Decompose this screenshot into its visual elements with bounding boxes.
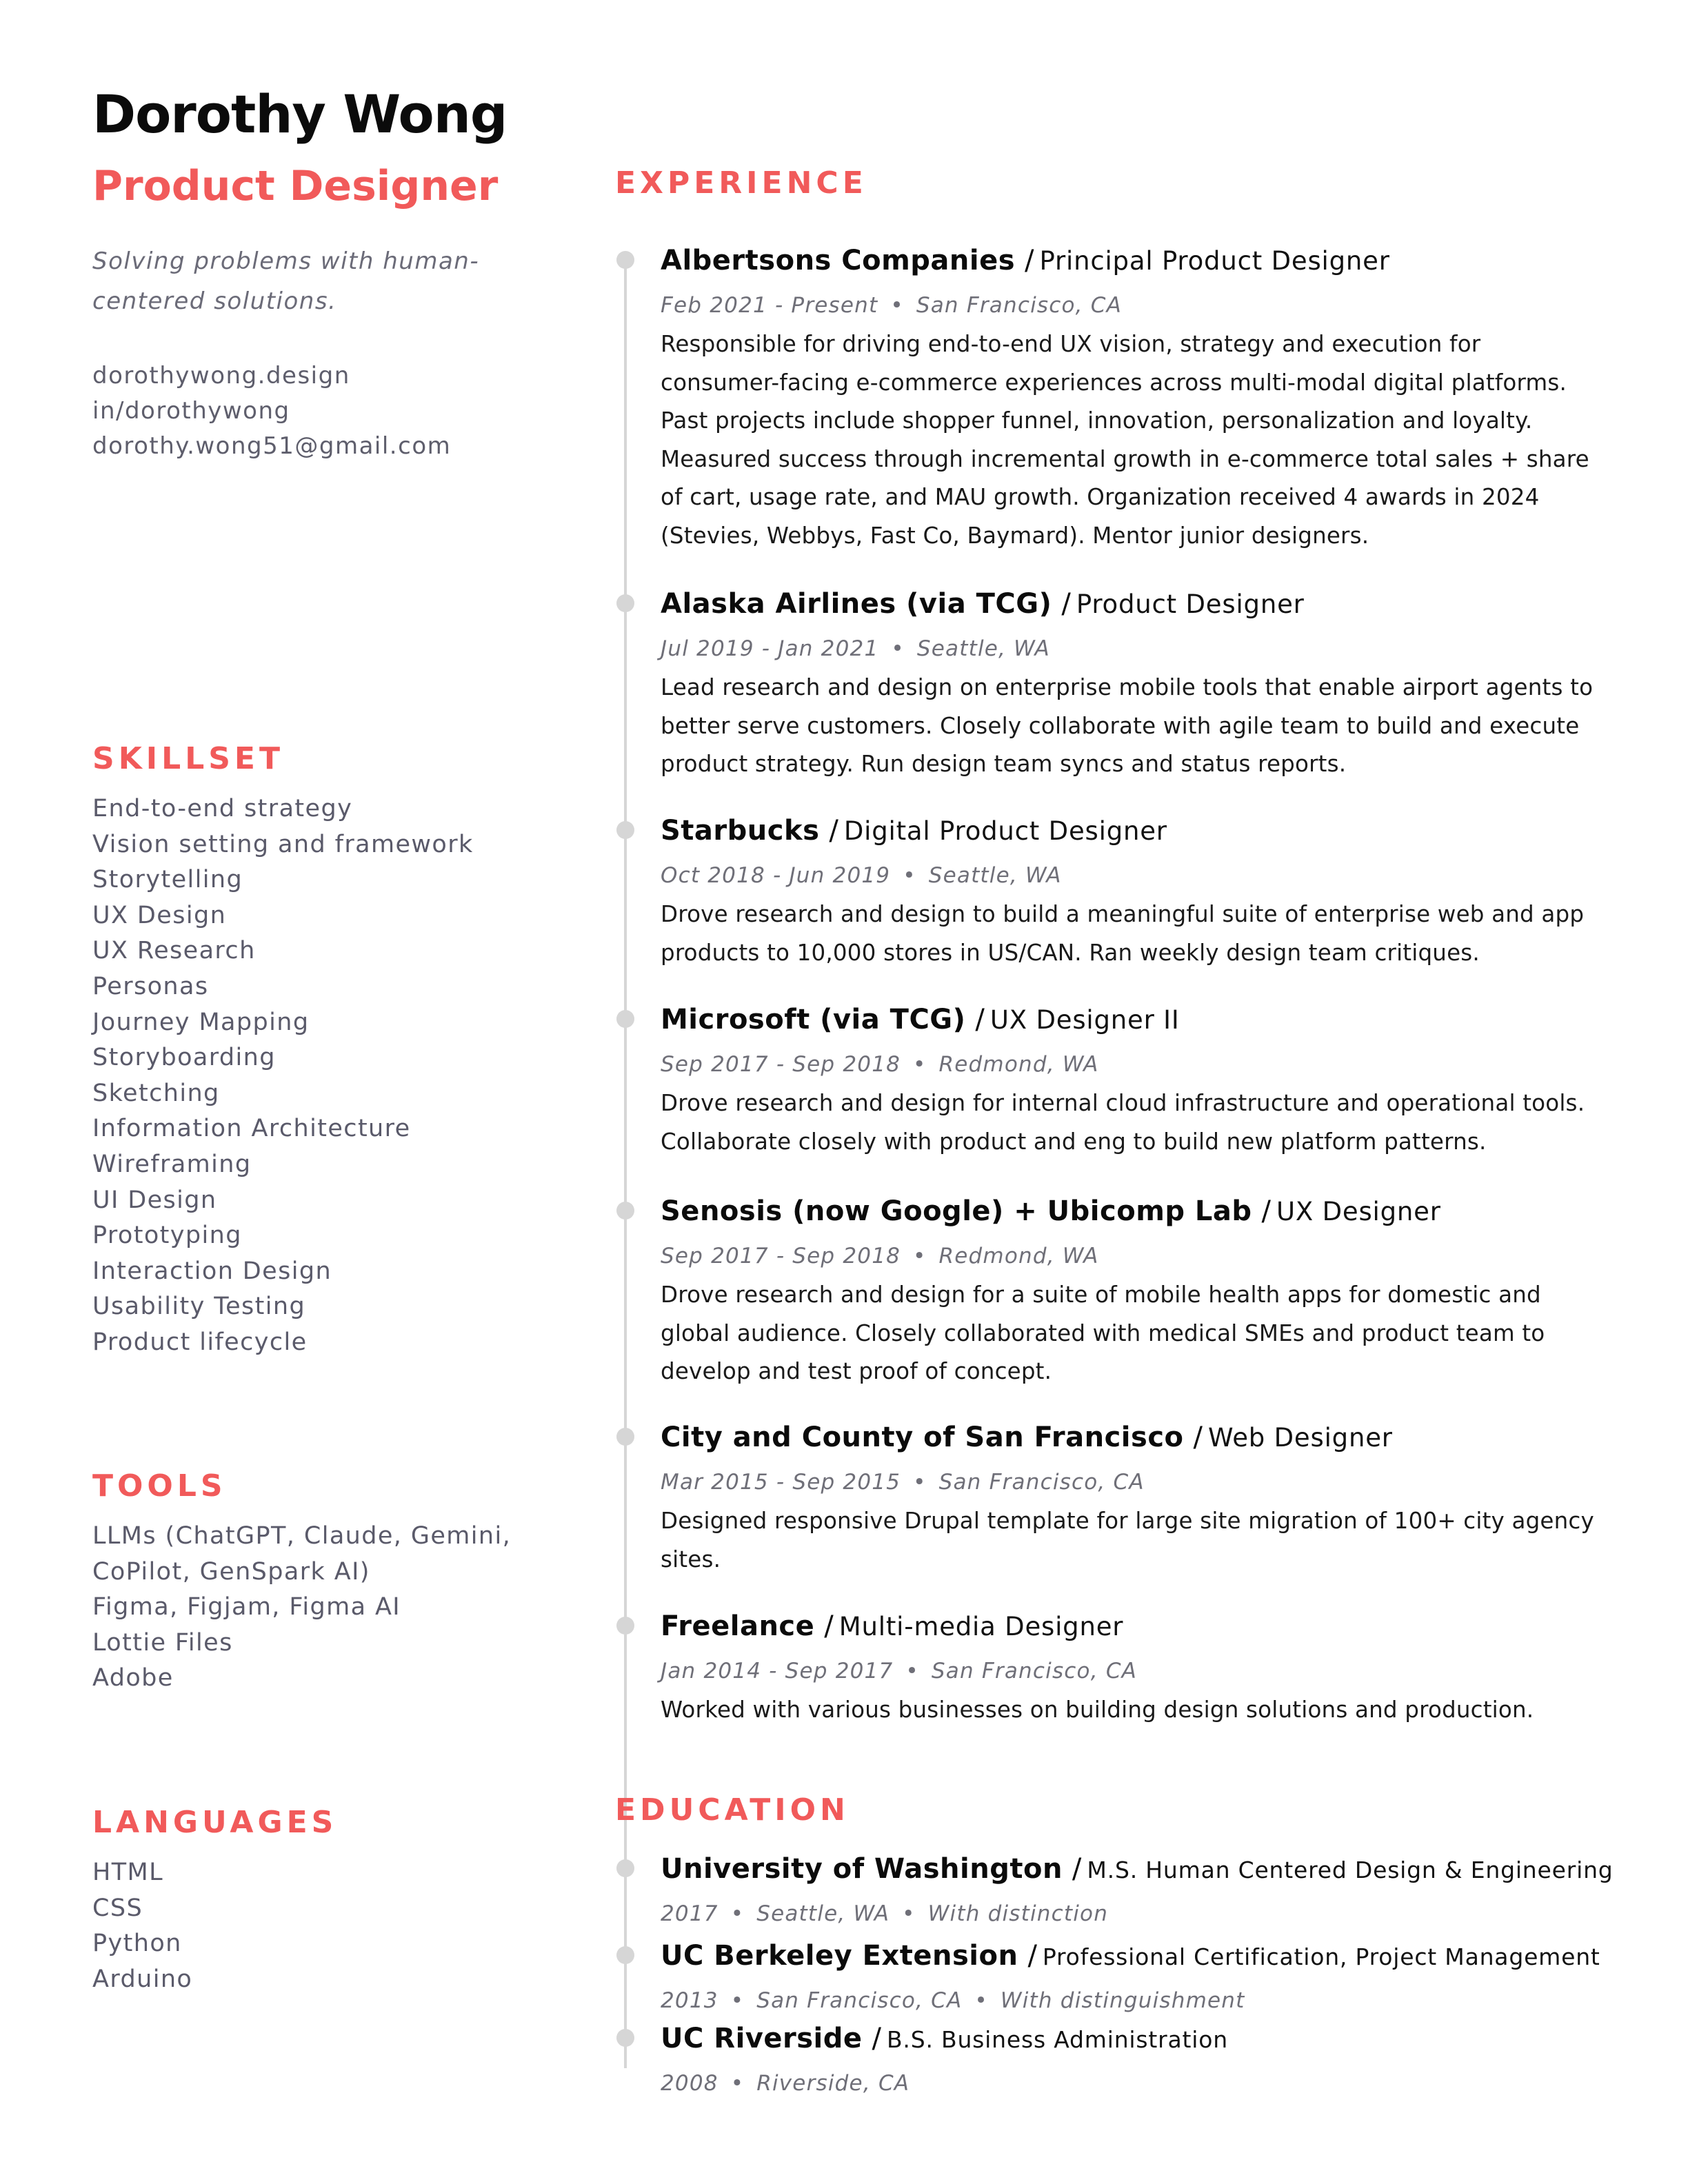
language-item: Python <box>92 1930 182 1958</box>
separator: / <box>829 815 838 847</box>
school-name: University of Washington <box>661 1853 1063 1885</box>
entry-title-line <box>661 1192 1622 1236</box>
languages-heading: LANGUAGES <box>92 1805 338 1840</box>
degree: Professional Certification, Project Management <box>1042 1943 1600 1970</box>
entry-title-line <box>661 585 1622 629</box>
email-link[interactable]: dorothy.wong51@gmail.com <box>92 432 452 460</box>
job-location: Redmond, WA <box>938 1244 1099 1268</box>
edu-location: Seattle, WA <box>756 1901 890 1926</box>
bullet: • <box>730 1901 745 1926</box>
skill-item: Usability Testing <box>92 1293 306 1321</box>
linkedin-link[interactable]: in/dorothywong <box>92 397 290 425</box>
skill-item: Personas <box>92 972 209 1000</box>
languages-list <box>92 1855 337 1997</box>
skill-item: Sketching <box>92 1079 220 1107</box>
edu-year: 2013 <box>661 1988 719 2013</box>
experience-entry <box>615 1607 1622 1730</box>
entry-meta <box>661 1044 1622 1084</box>
edu-location: Riverside, CA <box>756 2071 910 2096</box>
job-description: Designed responsive Drupal template for large site migration of 100+ city agency sites. <box>661 1508 1594 1573</box>
company-name: Starbucks <box>661 815 820 847</box>
separator: / <box>1025 245 1034 276</box>
timeline-dot <box>616 1617 634 1635</box>
entry-title-line <box>661 1000 1622 1044</box>
job-location: Seattle, WA <box>916 636 1050 661</box>
bullet: • <box>891 636 905 661</box>
job-description: Drove research and design for a suite of mobile health apps for domestic and global audience. Closely collaborated with medical SMEs and product team to develop and test proof of concept. <box>661 1282 1545 1384</box>
bullet: • <box>913 1052 927 1077</box>
entry-meta <box>661 1236 1622 1276</box>
entry-title-line <box>661 1607 1622 1651</box>
separator: / <box>1261 1195 1272 1227</box>
skill-item: UX Design <box>92 901 227 929</box>
job-title: Digital Product Designer <box>843 816 1167 846</box>
separator: / <box>1027 1940 1037 1972</box>
experience-entry <box>615 811 1622 972</box>
bullet: • <box>902 1901 916 1926</box>
skillset-section <box>92 741 474 1361</box>
website-link[interactable]: dorothywong.design <box>92 362 350 390</box>
entry-meta <box>661 1462 1622 1502</box>
job-location: Redmond, WA <box>938 1052 1099 1077</box>
skill-item: Wireframing <box>92 1150 252 1178</box>
timeline-dot <box>616 1946 634 1964</box>
tools-section <box>92 1468 511 1697</box>
entry-title-line <box>661 1418 1622 1462</box>
skill-item: UX Research <box>92 937 256 965</box>
experience-heading: EXPERIENCE <box>615 165 867 201</box>
job-title: UX Designer II <box>989 1005 1180 1035</box>
skill-item: Journey Mapping <box>92 1008 310 1036</box>
tool-item: CoPilot, GenSpark AI) <box>92 1557 370 1586</box>
job-dates: Jan 2014 - Sep 2017 <box>661 1659 894 1684</box>
entry-title-line <box>661 1937 1622 1981</box>
timeline-dot <box>616 1859 634 1877</box>
separator: / <box>1072 1853 1082 1885</box>
school-name: UC Berkeley Extension <box>661 1940 1018 1972</box>
job-dates: Sep 2017 - Sep 2018 <box>661 1052 901 1077</box>
job-location: San Francisco, CA <box>938 1470 1145 1495</box>
skill-item: Vision setting and framework <box>92 830 474 858</box>
edu-location: San Francisco, CA <box>756 1988 963 2013</box>
education-entry <box>615 2019 1622 2103</box>
entry-meta <box>661 2063 1622 2103</box>
timeline-dot <box>616 1428 634 1446</box>
skill-item: End-to-end strategy <box>92 795 353 822</box>
job-dates: Feb 2021 - Present <box>661 293 878 318</box>
edu-year: 2008 <box>661 2071 719 2096</box>
skill-item: Information Architecture <box>92 1115 411 1143</box>
entry-meta <box>661 1651 1622 1691</box>
company-name: Albertsons Companies <box>661 245 1016 276</box>
bullet: • <box>730 1988 745 2013</box>
timeline-dot <box>616 821 634 839</box>
tools-heading: TOOLS <box>92 1468 227 1504</box>
degree: B.S. Business Administration <box>886 2026 1228 2053</box>
tool-item: LLMs (ChatGPT, Claude, Gemini, <box>92 1522 512 1550</box>
tagline: Solving problems with human-centered solutions. <box>92 247 480 315</box>
timeline-dot <box>616 251 634 269</box>
separator: / <box>824 1610 834 1642</box>
separator: / <box>975 1004 985 1035</box>
entry-meta <box>661 1894 1622 1934</box>
education-entry <box>615 1937 1622 2021</box>
experience-entry <box>615 1418 1622 1579</box>
job-dates: Oct 2018 - Jun 2019 <box>661 863 891 888</box>
tool-item: Lottie Files <box>92 1628 233 1657</box>
bullet: • <box>905 1659 919 1684</box>
entry-title-line <box>661 2019 1622 2063</box>
job-title: Product Designer <box>1076 589 1305 619</box>
separator: / <box>1061 588 1071 620</box>
entry-meta <box>661 629 1622 669</box>
language-item: Arduino <box>92 1965 193 1993</box>
person-name: Dorothy Wong <box>92 83 508 145</box>
entry-meta <box>661 1981 1622 2021</box>
job-description: Lead research and design on enterprise mobile tools that enable airport agents to better serve customers. Closely collaborate with agile team to build and execute product strategy. Run design team syncs and status reports. <box>661 674 1594 777</box>
tool-item: Figma, Figjam, Figma AI <box>92 1593 401 1621</box>
job-description: Drove research and design for internal cloud infrastructure and operational tools. Collaborate closely with product and eng to build new platform patterns. <box>661 1090 1585 1155</box>
separator: / <box>1193 1422 1203 1453</box>
job-title: Principal Product Designer <box>1039 246 1390 276</box>
job-description: Drove research and design to build a meaningful suite of enterprise web and app products to 10,000 stores in US/CAN. Ran weekly design team critiques. <box>661 901 1585 966</box>
timeline-dot <box>616 2029 634 2047</box>
entry-meta <box>661 285 1622 325</box>
job-description: Responsible for driving end-to-end UX vision, strategy and execution for consumer-facing e-commerce experiences across multi-modal digital platforms. Past projects include shopper funnel, innovation, personalization and loyalty. Measured success through incremental growth in e-commerce total sales + share of cart, usage rate, and MAU growth. Organization received 4 awards in 2024 (Stevies, Webbys, Fast Co, Baymard). Mentor junior designers. <box>661 331 1589 549</box>
job-dates: Jul 2019 - Jan 2021 <box>661 636 879 661</box>
tool-item: Adobe <box>92 1664 174 1692</box>
company-name: Microsoft (via TCG) <box>661 1004 966 1035</box>
education-entry <box>615 1850 1622 1934</box>
company-name: Alaska Airlines (via TCG) <box>661 588 1052 620</box>
school-name: UC Riverside <box>661 2023 863 2054</box>
job-description: Worked with various businesses on building design solutions and production. <box>661 1697 1534 1723</box>
left-column <box>92 76 575 1993</box>
tools-list <box>92 1519 511 1697</box>
experience-entry <box>615 1000 1622 1161</box>
skillset-heading: SKILLSET <box>92 741 284 776</box>
job-title: Multi-media Designer <box>838 1612 1124 1641</box>
skill-item: Interaction Design <box>92 1257 332 1285</box>
bullet: • <box>913 1470 927 1495</box>
bullet: • <box>913 1244 927 1268</box>
edu-note: With distinction <box>927 1901 1109 1926</box>
contact-block <box>92 358 575 464</box>
skill-item: UI Design <box>92 1186 217 1214</box>
entry-title-line <box>661 241 1622 285</box>
job-dates: Sep 2017 - Sep 2018 <box>661 1244 901 1268</box>
company-name: Senosis (now Google) + Ubicomp Lab <box>661 1195 1252 1227</box>
language-item: HTML <box>92 1859 163 1886</box>
separator: / <box>872 2023 881 2054</box>
job-title: UX Designer <box>1276 1197 1441 1226</box>
company-name: City and County of San Francisco <box>661 1422 1184 1453</box>
job-location: Seattle, WA <box>928 863 1062 888</box>
timeline-dot <box>616 594 634 612</box>
edu-note: With distinguishment <box>1000 1988 1245 2013</box>
timeline-dot <box>616 1202 634 1220</box>
job-title: Web Designer <box>1208 1423 1393 1453</box>
company-name: Freelance <box>661 1610 815 1642</box>
experience-entry <box>615 241 1622 555</box>
skill-item: Storytelling <box>92 866 243 894</box>
role-title: Product Designer <box>92 162 499 210</box>
experience-entry <box>615 585 1622 784</box>
bullet: • <box>903 863 916 888</box>
skill-item: Storyboarding <box>92 1044 276 1072</box>
timeline-dot <box>616 1010 634 1028</box>
entry-title-line <box>661 811 1622 856</box>
skill-item: Product lifecycle <box>92 1328 308 1356</box>
bullet: • <box>890 293 904 318</box>
bullet: • <box>730 2071 745 2096</box>
language-item: CSS <box>92 1894 143 1922</box>
edu-year: 2017 <box>661 1901 719 1926</box>
job-location: San Francisco, CA <box>931 1659 1138 1684</box>
job-dates: Mar 2015 - Sep 2015 <box>661 1470 901 1495</box>
languages-section <box>92 1805 337 1997</box>
skill-item: Prototyping <box>92 1222 242 1250</box>
entry-meta <box>661 856 1622 896</box>
entry-title-line <box>661 1850 1622 1894</box>
skillset-list <box>92 791 474 1361</box>
education-heading: EDUCATION <box>615 1792 850 1828</box>
job-location: San Francisco, CA <box>916 293 1123 318</box>
experience-entry <box>615 1192 1622 1391</box>
degree: M.S. Human Centered Design & Engineering <box>1087 1857 1614 1883</box>
bullet: • <box>974 1988 988 2013</box>
